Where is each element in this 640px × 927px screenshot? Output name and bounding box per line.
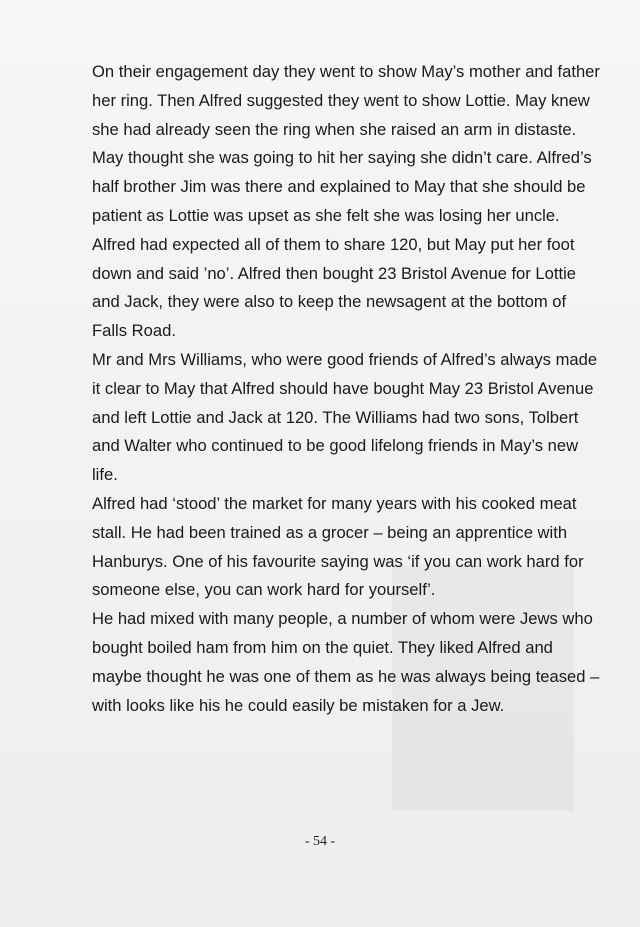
page-number: - 54 - xyxy=(304,834,336,849)
paragraph-engagement: On their engagement day they went to show May’s mother and father her ring. Then Alfred suggested they went to show Lottie. May knew she had already seen the ring when she raised an arm in distaste. May thought she was going to hit her saying she didn’t care. Alfred’s half brother Jim was there and explained to May that she should be patient as Lottie was upset as she felt she was losing her uncle. xyxy=(92,62,600,225)
paragraph-jews: He had mixed with many people, a number of whom were Jews who bought boiled ham from him on the quiet. They liked Alfred and maybe thought he was one of them as he was always being teased – with looks like his he could easily be mistaken for a Jew. xyxy=(92,609,600,715)
paragraph-bristol-avenue: Alfred had expected all of them to share 120, but May put her foot down and said ’no’. Alfred then bought 23 Bristol Avenue for Lottie and Jack, they were also to keep the newsagent at the bottom of Falls Road. xyxy=(92,234,577,341)
paragraph-market-stall: Alfred had ‘stood’ the market for many years with his cooked meat stall. He had been trained as a grocer – being an apprentice with Hanburys. One of his favourite saying was ‘if you can work hard for someone else, you can work hard for yourself’. xyxy=(92,493,584,600)
body-text xyxy=(92,58,602,720)
paragraph-williams: Mr and Mrs Williams, who were good friends of Alfred’s always made it clear to May that Alfred should have bought May 23 Bristol Avenue and left Lottie and Jack at 120. The Williams had two sons, Tolbert and Walter who continued to be good lifelong friends in May’s new life. xyxy=(92,349,598,485)
